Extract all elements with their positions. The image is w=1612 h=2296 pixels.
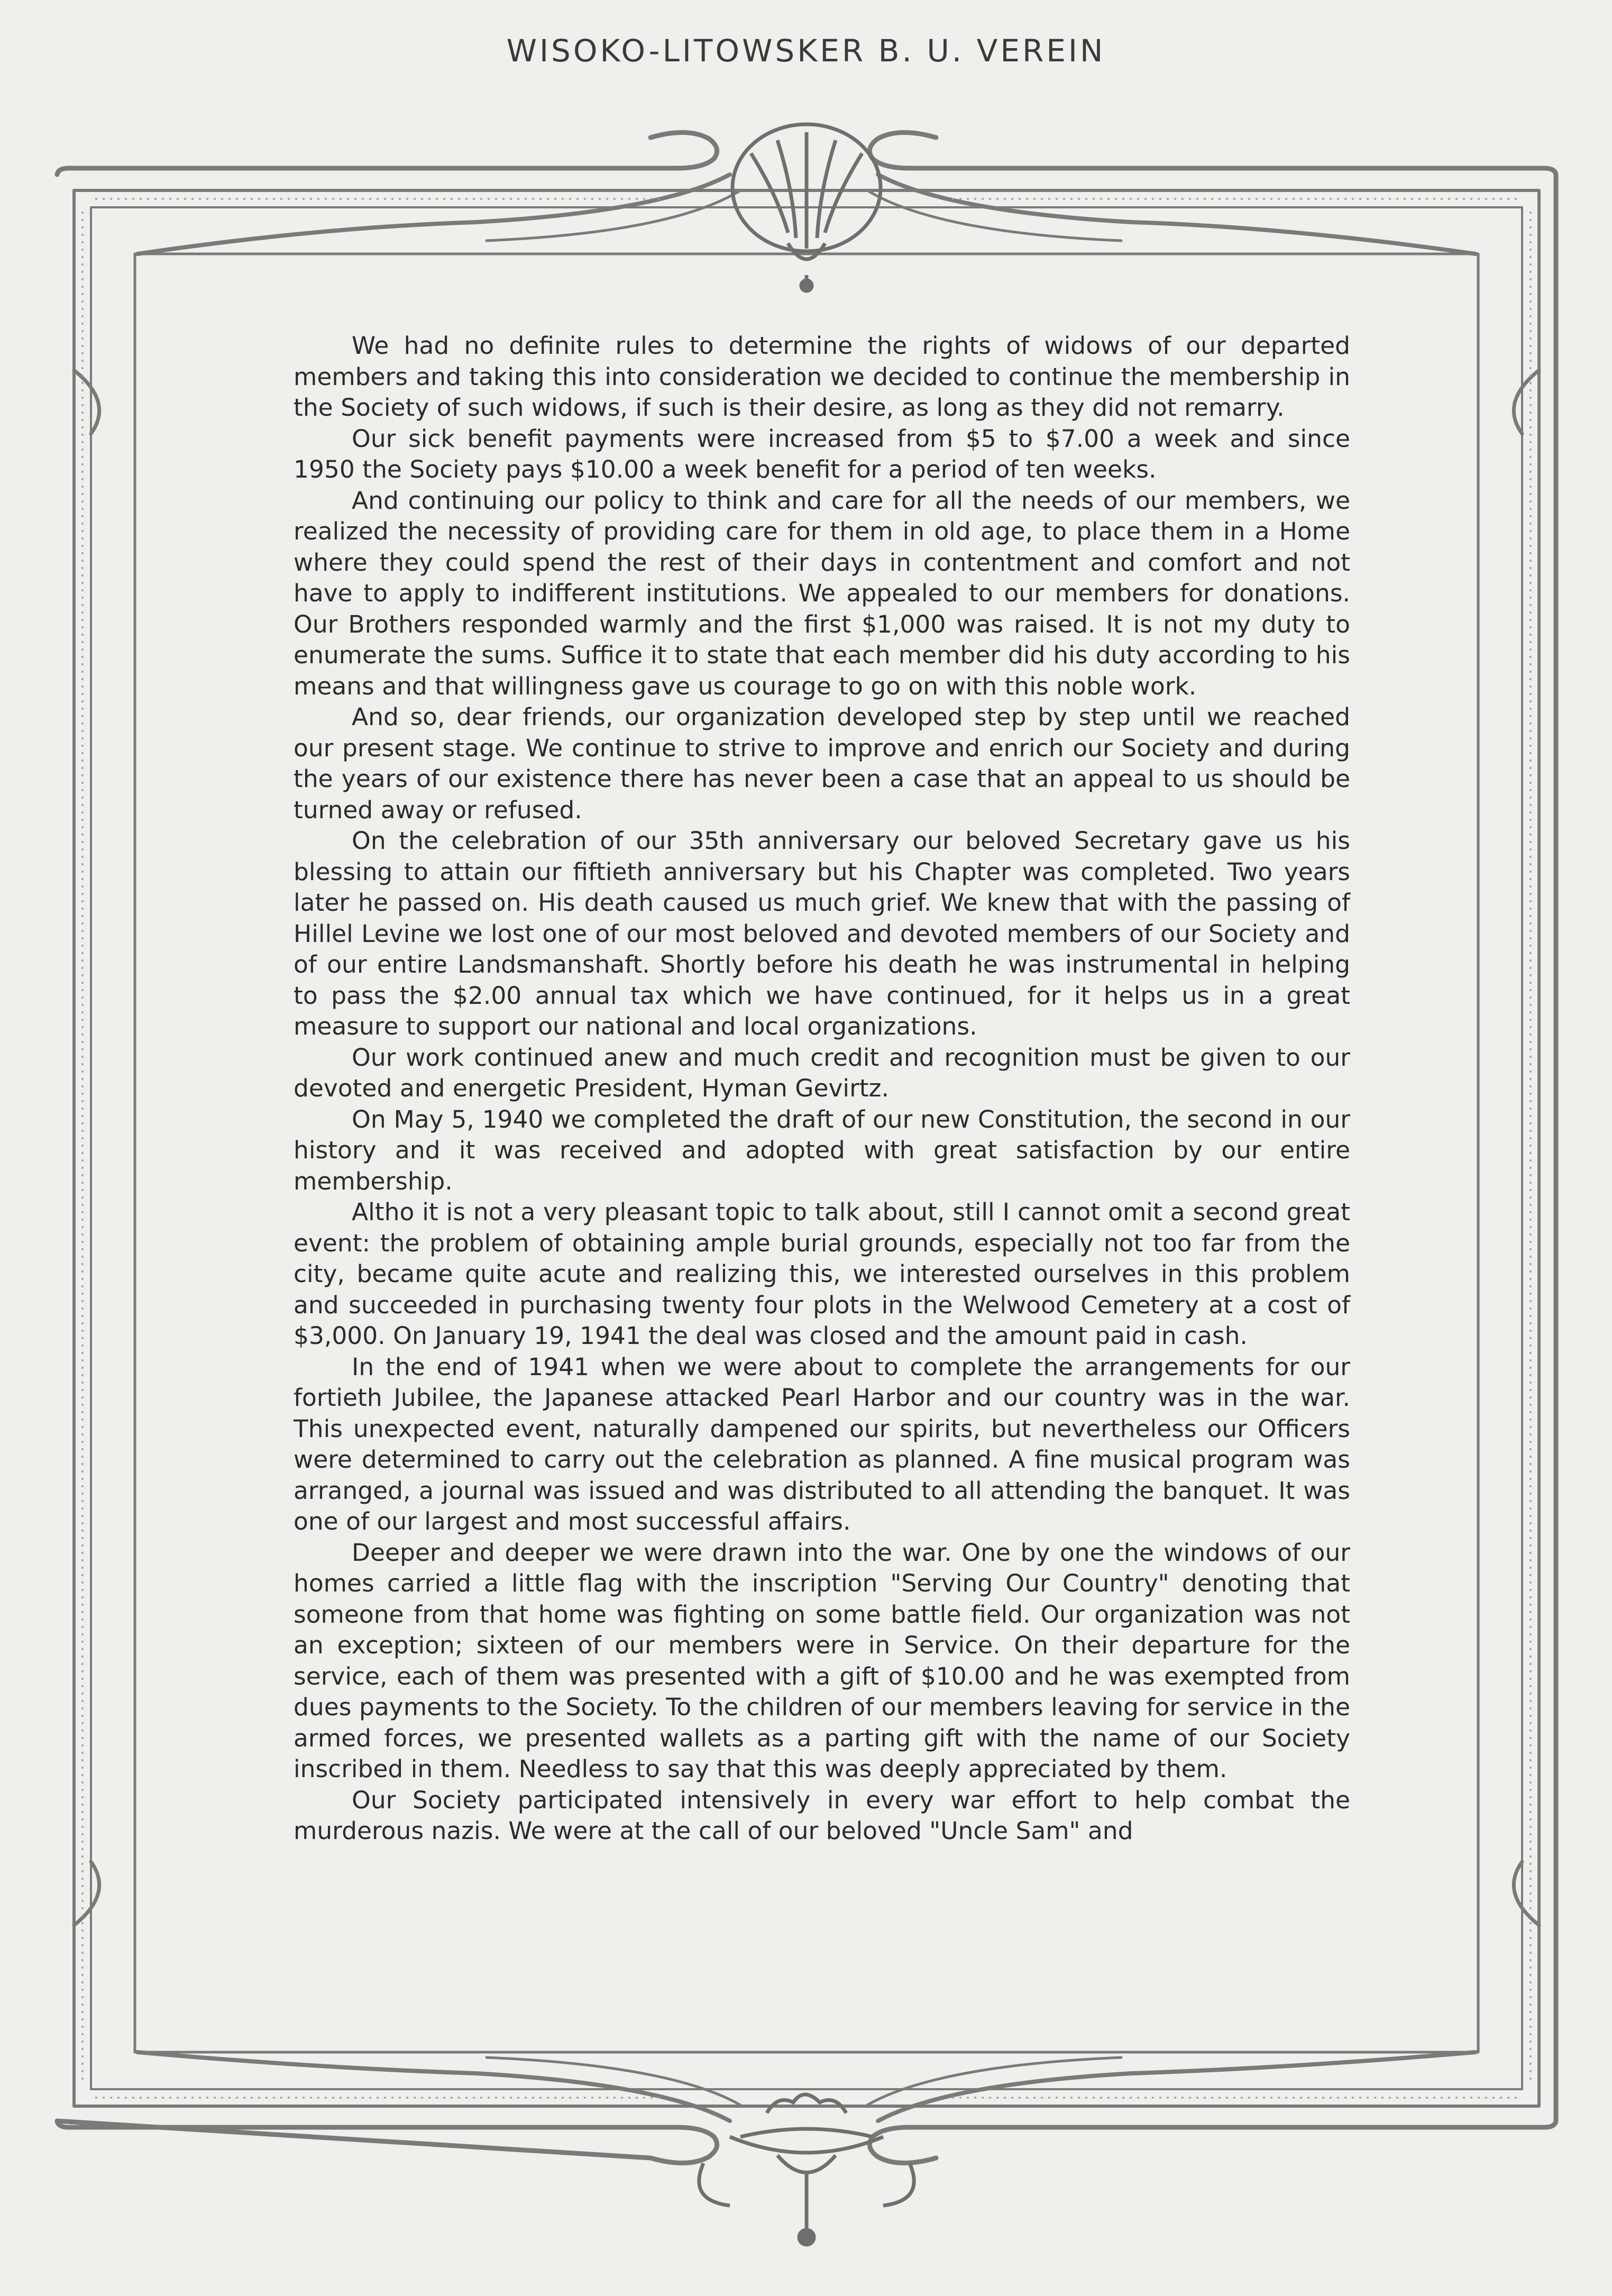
paragraph: In the end of 1941 when we were about to complete the arrangements for our fortieth Jubilee, the Japanese attacked Pearl Harbor and our country was in the war. This unexpected event, naturally dampened our spirits, but nevertheless our Officers were determined to carry out the celebration as planned. A fine musical program was arranged, a journal was issued and was distributed to all attending the banquet. It was one of our largest and most successful affairs. [294, 1352, 1350, 1535]
paragraph: Our sick benefit payments were increased from $5 to $7.00 a week and since 1950 the Society pays $10.00 a week benefit for a period of ten weeks. [294, 424, 1350, 483]
paragraph: Our Society participated intensively in every war effort to help combat the murderous nazis. We were at the call of our beloved "Uncle Sam" and [294, 1786, 1350, 1845]
paragraph: On May 5, 1940 we completed the draft of our new Constitution, the second in our history and it was received and adopted with great satisfaction by our entire membership. [294, 1105, 1350, 1195]
paragraph: And so, dear friends, our organization developed step by step until we reached our present stage. We continue to strive to improve and enrich our Society and during the years of our existence there has never been a case that an appeal to us should be turned away or refused. [294, 703, 1350, 824]
document-body [294, 331, 1350, 1847]
paragraph: Our work continued anew and much credit and recognition must be given to our devoted and energetic President, Hyman Gevirtz. [294, 1043, 1350, 1102]
paragraph: Altho it is not a very pleasant topic to talk about, still I cannot omit a second great event: the problem of obtaining ample burial grounds, especially not too far from the city, became quite acute and realizing this, we interested ourselves in this problem and succeeded in purchasing twenty four plots in the Welwood Cemetery at a cost of $3,000. On January 19, 1941 the deal was closed and the amount paid in cash. [294, 1198, 1350, 1350]
paragraph: Deeper and deeper we were drawn into the war. One by one the windows of our homes carried a little flag with the inscription "Serving Our Country" denoting that someone from that home was fighting on some battle field. Our organization was not an exception; sixteen of our members were in Service. On their departure for the service, each of them was presented with a gift of $10.00 and he was exempted from dues payments to the Society. To the children of our members leaving for service in the armed forces, we presented wallets as a parting gift with the name of our Society inscribed in them. Needless to say that this was deeply appreciated by them. [294, 1538, 1350, 1783]
paragraph: On the celebration of our 35th anniversary our beloved Secretary gave us his blessing to attain our fiftieth anniversary but his Chapter was completed. Two years later he passed on. His death caused us much grief. We knew that with the passing of Hillel Levine we lost one of our most beloved and devoted members of our Society and of our entire Landsmanshaft. Shortly before his death he was instrumental in helping to pass the $2.00 annual tax which we have continued, for it helps us in a great measure to support our national and local organizations. [294, 827, 1350, 1040]
page-header: WISOKO-LITOWSKER B. U. VEREIN [506, 33, 1106, 69]
paragraph: We had no definite rules to determine the rights of widows of our departed members and taking this into consideration we decided to continue the membership in the Society of such widows, if such is their desire, as long as they did not remarry. [294, 332, 1350, 422]
paragraph: And continuing our policy to think and care for all the needs of our members, we realized the necessity of providing care for them in old age, to place them in a Home where they could spend the rest of their days in contentment and comfort and not have to apply to indifferent institutions. We appealed to our members for donations. Our Brothers responded warmly and the first $1,000 was raised. It is not my duty to enumerate the sums. Suffice it to state that each member did his duty according to his means and that willingness gave us courage to go on with this noble work. [294, 486, 1350, 700]
